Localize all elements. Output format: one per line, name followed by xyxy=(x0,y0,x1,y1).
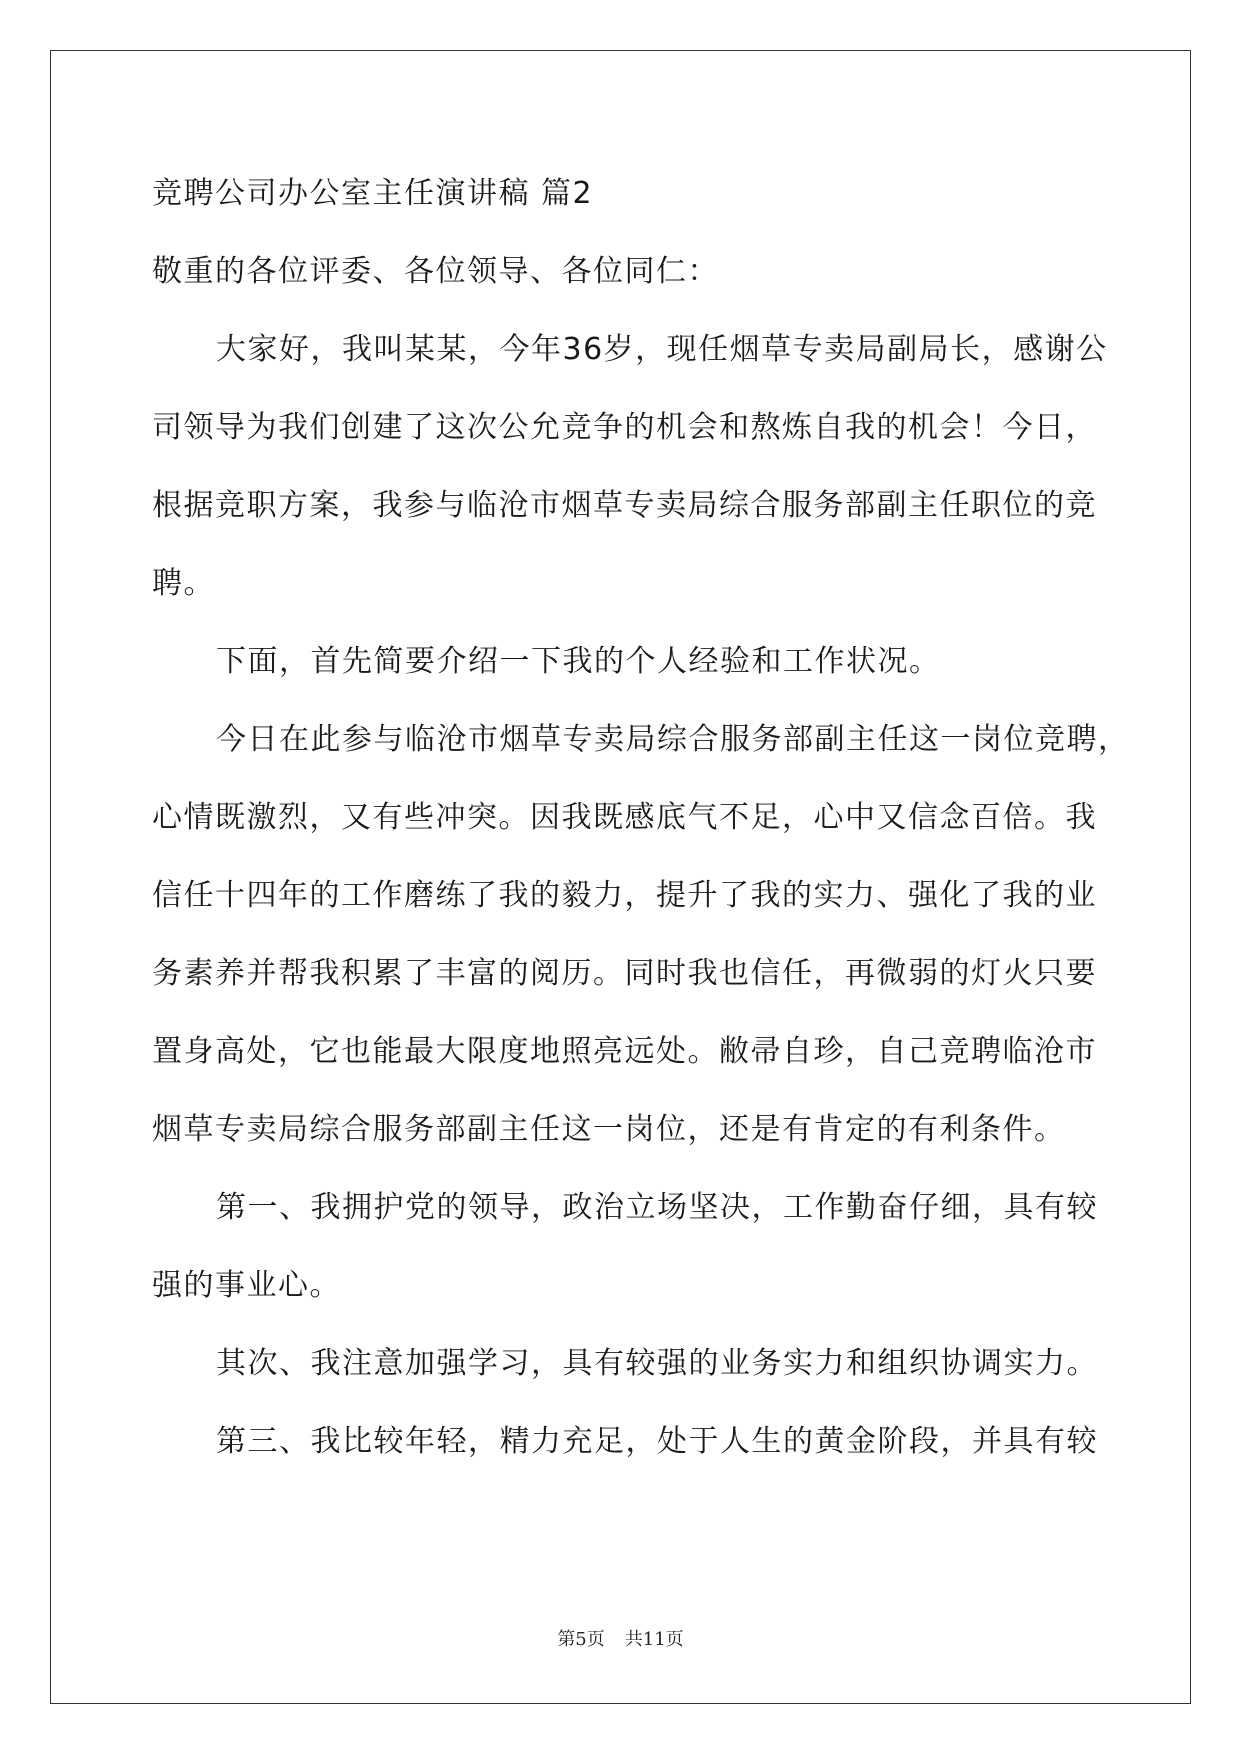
text-line: 司领导为我们创建了这次公允竞争的机会和熬炼自我的机会！今日， xyxy=(152,410,1097,445)
text-line: 置身高处，它也能最大限度地照亮远处。敝帚自珍，自己竞聘临沧市 xyxy=(152,1034,1097,1069)
text-line: 心情既激烈，又有些冲突。因我既感底气不足，心中又信念百倍。我 xyxy=(152,800,1097,835)
text-line: 聘。 xyxy=(152,566,215,601)
text-line: 烟草专卖局综合服务部副主任这一岗位，还是有肯定的有利条件。 xyxy=(152,1112,1066,1147)
salutation: 敬重的各位评委、各位领导、各位同仁： xyxy=(152,254,719,289)
text-line: 务素养并帮我积累了丰富的阅历。同时我也信任，再微弱的灯火只要 xyxy=(152,956,1097,991)
text-line: 其次、我注意加强学习，具有较强的业务实力和组织协调实力。 xyxy=(216,1346,1098,1381)
page-number-current: 第5页 xyxy=(557,1629,605,1650)
text-line: 大家好，我叫某某，今年36岁，现任烟草专卖局副局长，感谢公 xyxy=(216,332,1108,367)
text-line: 强的事业心。 xyxy=(152,1268,341,1303)
text-line: 下面，首先简要介绍一下我的个人经验和工作状况。 xyxy=(216,644,941,679)
text-line: 第三、我比较年轻，精力充足，处于人生的黄金阶段，并具有较 xyxy=(216,1424,1098,1459)
document-body xyxy=(152,155,1130,1481)
text-line: 根据竞职方案，我参与临沧市烟草专卖局综合服务部副主任职位的竞 xyxy=(152,488,1097,523)
text-line: 第一、我拥护党的领导，政治立场坚决，工作勤奋仔细，具有较 xyxy=(216,1190,1098,1225)
page-footer xyxy=(0,1625,1241,1651)
page-number-total: 共11页 xyxy=(624,1629,684,1650)
text-line: 今日在此参与临沧市烟草专卖局综合服务部副主任这一岗位竞聘， xyxy=(216,722,1130,757)
document-title: 竞聘公司办公室主任演讲稿 篇2 xyxy=(152,176,594,211)
text-line: 信任十四年的工作磨练了我的毅力，提升了我的实力、强化了我的业 xyxy=(152,878,1097,913)
